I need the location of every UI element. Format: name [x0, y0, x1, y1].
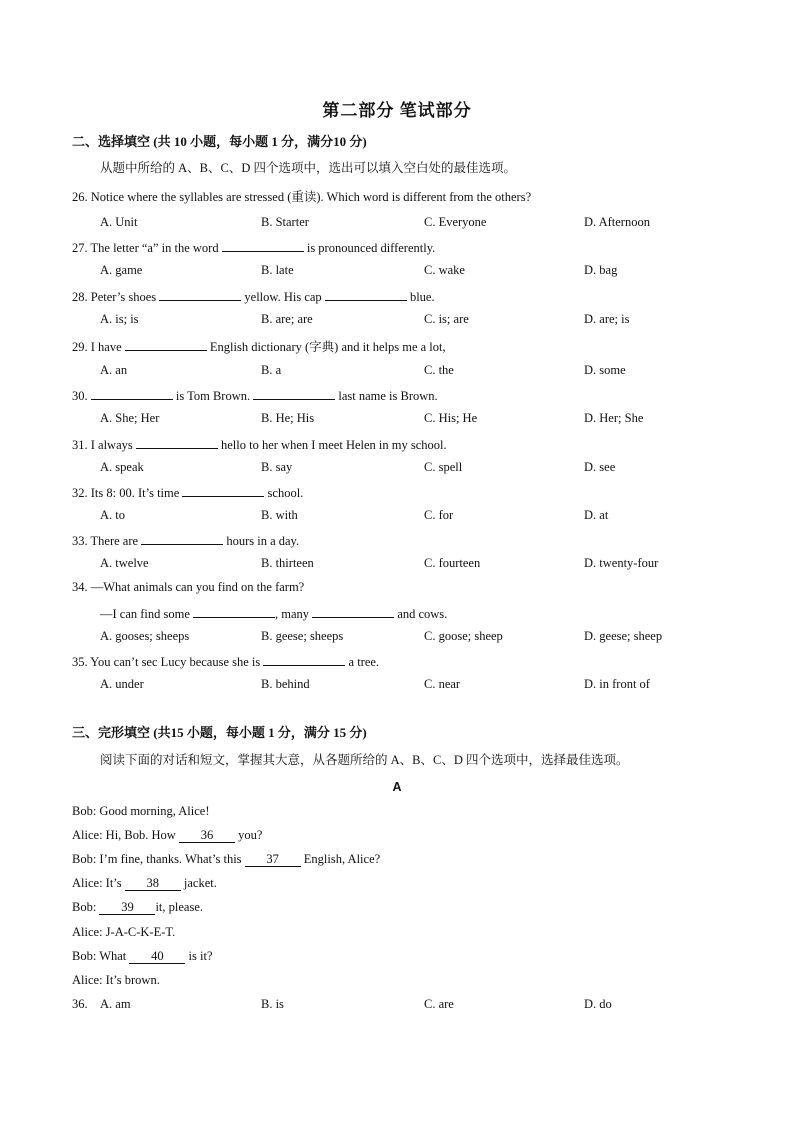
option-a: A. She; Her — [100, 411, 160, 425]
option-a: A. is; is — [100, 312, 139, 326]
question-35-stem: 35. You can’t sec Lucy because she is a tree. — [72, 652, 379, 670]
question-27-options — [100, 262, 740, 278]
option-d: D. are; is — [584, 312, 630, 326]
option-c: C. wake — [424, 263, 465, 277]
option-d: D. Afternoon — [584, 215, 650, 229]
option-c: C. spell — [424, 460, 463, 474]
option-c: C. the — [424, 363, 454, 377]
section-3-heading: 三、完形填空 (共15 小题，每小题 1 分，满分 15 分) — [72, 725, 367, 740]
question-26-options — [100, 214, 740, 230]
option-b: B. He; His — [261, 411, 315, 425]
option-a: A. Unit — [100, 215, 138, 229]
option-c: C. near — [424, 677, 461, 691]
answer-blank — [222, 238, 304, 252]
section-2-heading: 二、选择填空 (共 10 小题，每小题 1 分，满分10 分) — [72, 134, 367, 149]
option-b: B. a — [261, 363, 282, 377]
answer-blank — [136, 435, 218, 449]
option-d: D. some — [584, 363, 626, 377]
question-34-stem: 34. —What animals can you find on the farm? — [72, 580, 305, 594]
option-d: D. in front of — [584, 677, 650, 691]
option-b: B. Starter — [261, 215, 309, 229]
option-c: C. for — [424, 508, 454, 522]
option-d: D. Her; She — [584, 411, 644, 425]
question-28-stem: 28. Peter’s shoes yellow. His cap blue. — [72, 287, 435, 305]
question-27-stem: 27. The letter “a” in the word is pronounced differently. — [72, 238, 435, 256]
dialogue-line-8: Alice: It’s brown. — [72, 973, 160, 987]
numbered-blank: 36 — [179, 829, 235, 843]
option-b: B. late — [261, 263, 294, 277]
question-33-stem: 33. There are hours in a day. — [72, 531, 299, 549]
question-33-options — [100, 555, 740, 571]
answer-blank — [253, 386, 335, 400]
question-29-options — [100, 362, 740, 378]
answer-blank — [263, 652, 345, 666]
question-32-stem: 32. Its 8: 00. It’s time school. — [72, 483, 303, 501]
option-b: B. are; are — [261, 312, 313, 326]
numbered-blank: 40 — [129, 950, 185, 964]
dialogue-line-3: Bob: I’m fine, thanks. What’s this 37 English, Alice? — [72, 852, 381, 866]
option-b: B. say — [261, 460, 293, 474]
option-a: A. speak — [100, 460, 144, 474]
option-a: A. under — [100, 677, 144, 691]
option-d: D. at — [584, 508, 609, 522]
option-a: A. to — [100, 508, 125, 522]
dialogue-line-4: Alice: It’s 38 jacket. — [72, 876, 217, 890]
option-d: D. bag — [584, 263, 618, 277]
option-c: C. His; He — [424, 411, 478, 425]
answer-blank — [141, 531, 223, 545]
option-b: B. with — [261, 508, 298, 522]
question-36-number: 36. — [72, 997, 88, 1011]
option-b: B. is — [261, 997, 284, 1011]
answer-blank — [312, 604, 394, 618]
numbered-blank: 37 — [245, 853, 301, 867]
question-31-stem: 31. I always hello to her when I meet Helen in my school. — [72, 435, 447, 453]
question-28-options — [100, 311, 740, 327]
question-26-stem: 26. Notice where the syllables are stressed (重读). Which word is different from the others? — [72, 190, 532, 204]
answer-blank — [91, 386, 173, 400]
answer-blank — [182, 483, 264, 497]
answer-blank — [159, 287, 241, 301]
numbered-blank: 39 — [99, 901, 155, 915]
answer-blank — [325, 287, 407, 301]
option-a: A. twelve — [100, 556, 149, 570]
section-3-instruction: 阅读下面的对话和短文，掌握其大意，从各题所给的 A、B、C、D 四个选项中，选择最佳选项。 — [100, 753, 629, 767]
question-34-reply: —I can find some , many and cows. — [100, 604, 447, 622]
page-title: 第二部分 笔试部分 — [322, 101, 472, 120]
dialogue-line-7: Bob: What 40 is it? — [72, 949, 213, 963]
option-c: C. goose; sheep — [424, 629, 503, 643]
question-34-options — [100, 628, 740, 644]
option-c: C. is; are — [424, 312, 469, 326]
option-d: D. see — [584, 460, 616, 474]
option-b: B. thirteen — [261, 556, 314, 570]
option-d: D. geese; sheep — [584, 629, 663, 643]
question-35-options — [100, 676, 740, 692]
question-32-options — [100, 507, 740, 523]
option-b: B. behind — [261, 677, 310, 691]
option-c: C. are — [424, 997, 454, 1011]
question-29-stem: 29. I have English dictionary (字典) and it helps me a lot, — [72, 337, 446, 355]
numbered-blank: 38 — [125, 877, 181, 891]
answer-blank — [193, 604, 275, 618]
question-36-options — [100, 996, 740, 1012]
option-d: D. twenty-four — [584, 556, 659, 570]
question-31-options — [100, 459, 740, 475]
option-c: C. Everyone — [424, 215, 487, 229]
question-30-options — [100, 410, 740, 426]
option-a: A. an — [100, 363, 128, 377]
dialogue-line-2: Alice: Hi, Bob. How 36 you? — [72, 828, 263, 842]
option-d: D. do — [584, 997, 612, 1011]
option-a: A. am — [100, 997, 131, 1011]
question-30-stem: 30. is Tom Brown. last name is Brown. — [72, 386, 438, 404]
option-b: B. geese; sheeps — [261, 629, 344, 643]
dialogue-line-6: Alice: J-A-C-K-E-T. — [72, 925, 176, 939]
option-a: A. game — [100, 263, 143, 277]
option-a: A. gooses; sheeps — [100, 629, 190, 643]
passage-label: A — [392, 780, 402, 794]
option-c: C. fourteen — [424, 556, 481, 570]
dialogue-line-5: Bob: 39 it, please. — [72, 900, 203, 914]
dialogue-line-1: Bob: Good morning, Alice! — [72, 804, 210, 818]
answer-blank — [125, 337, 207, 351]
section-2-instruction: 从题中所给的 A、B、C、D 四个选项中，选出可以填入空白处的最佳选项。 — [100, 161, 516, 175]
